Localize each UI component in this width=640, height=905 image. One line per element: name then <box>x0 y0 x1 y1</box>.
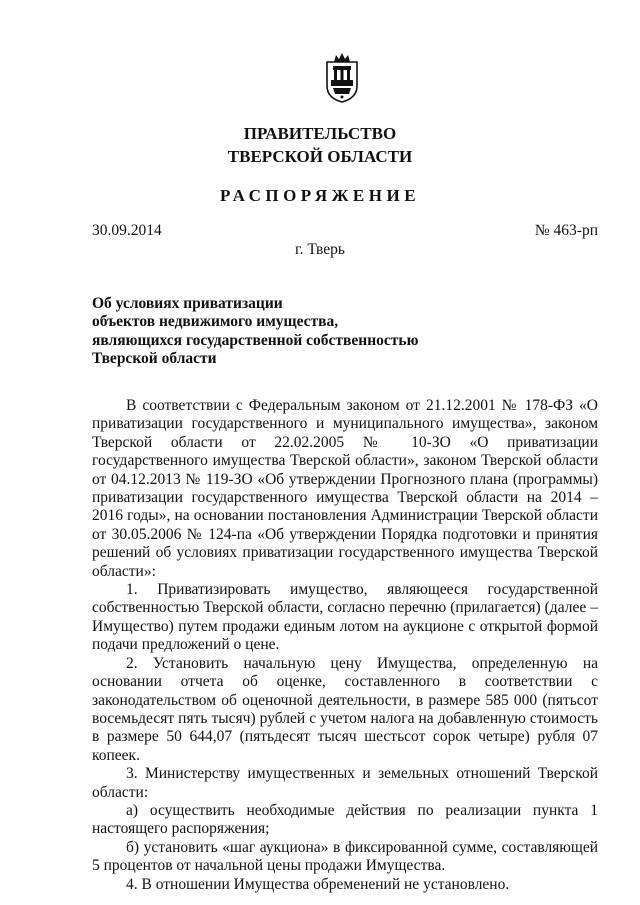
document-place: г. Тверь <box>295 241 345 258</box>
clause-4-paragraph: 4. В отношении Имущества обременений не установлено. <box>126 875 510 893</box>
clause-3a-paragraph: а) осуществить необходимые действия по реализации пункта 1 настоящего распоряжения; <box>92 801 598 838</box>
clause-1-paragraph: 1. Приватизировать имущество, являющееся государственной собственностью Тверской области, согласно перечню (прилагается) (далее – Имущество) путем продажи единым лотом на аукционе с открытой формой подачи предложений о цене. <box>92 581 598 654</box>
subject-line: являющихся государственной собственностью <box>92 331 419 349</box>
document-body <box>92 397 598 894</box>
subject-line: Об условиях приватизации <box>92 295 283 312</box>
clause-3-paragraph: 3. Министерству имущественных и земельных отношений Тверской области: <box>92 765 598 801</box>
document-subject <box>92 295 418 369</box>
subject-line: объектов недвижимого имущества, <box>92 313 339 331</box>
coat-of-arms-icon <box>325 52 359 104</box>
org-name-line-2: ТВЕРСКОЙ ОБЛАСТИ <box>227 147 413 166</box>
document-number: № 463-рп <box>534 222 598 239</box>
document-date: 30.09.2014 <box>92 222 162 239</box>
preamble-paragraph: В соответствии с Федеральным законом от 21.12.2001 № 178-ФЗ «О приватизации государственного и муниципального имущества», законом Тверской области от 22.02.2005 № 10-ЗО «О приватизации государственного имущества Тверской области», законом Тверской области от 04.12.2013 № 119-ЗО «Об утверждении Прогнозного плана (программы) приватизации государственного имущества Тверской области на 2014 – 2016 годы», на основании постановления Администрации Тверской области от 30.05.2006 № 124-па «Об утверждении Порядка подготовки и принятия решений об условиях приватизации государственного имущества Тверской области»: <box>92 397 598 580</box>
org-name-line-1: ПРАВИТЕЛЬСТВО <box>243 124 397 143</box>
document-type-title: РАСПОРЯЖЕНИЕ <box>219 186 421 205</box>
subject-line: Тверской области <box>92 350 217 368</box>
clause-2-paragraph: 2. Установить начальную цену Имущества, определенную на основании отчета об оценке, составленного в соответствии с законодательством об оценочной деятельности, в размере 585 000 (пятьсот восемьдесят пять тысяч) рублей с учетом налога на добавленную стоимость в размере 50 644,07 (пятьдесят тысяч шестьсот сорок четыре) рубля 07 копеек. <box>92 654 598 764</box>
clause-3b-paragraph: б) установить «шаг аукциона» в фиксированной сумме, составляющей 5 процентов от начальной цены продажи Имущества. <box>92 838 598 875</box>
